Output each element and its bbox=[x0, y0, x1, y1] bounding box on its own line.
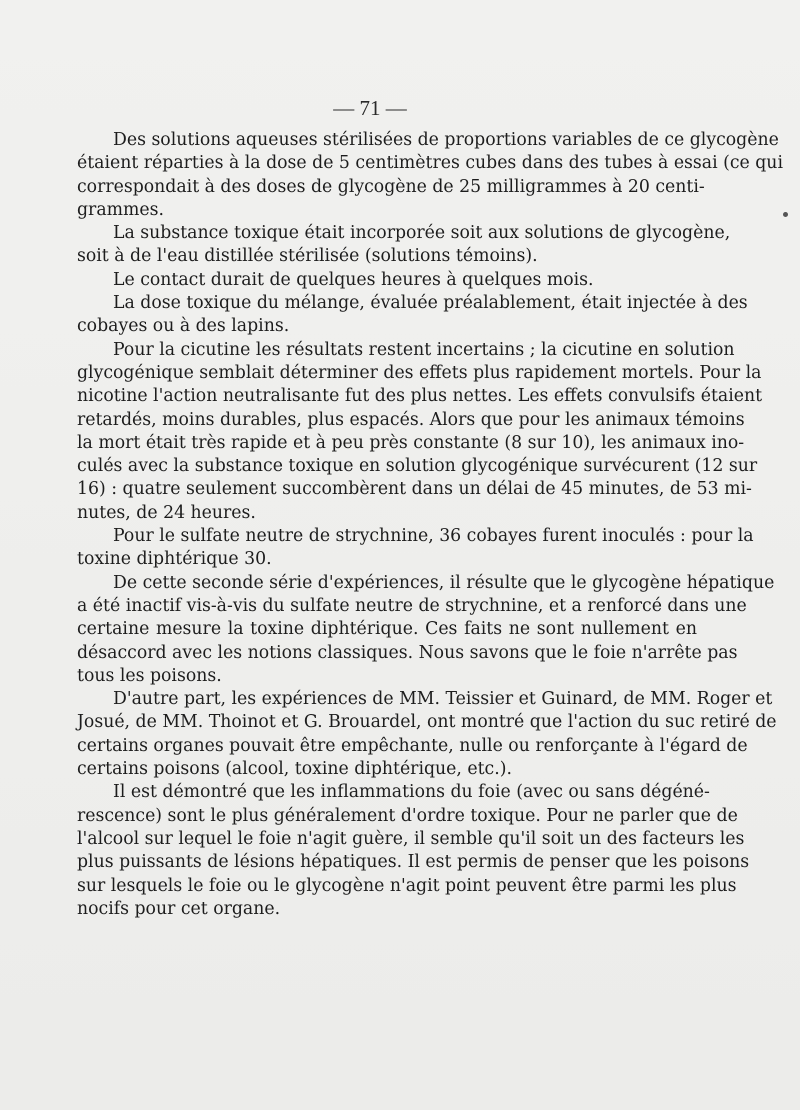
paragraph-8 bbox=[77, 688, 777, 781]
paragraph-9 bbox=[77, 781, 750, 921]
text-line: correspondait à des doses de glycogène de 25 milligrammes à 20 centi- bbox=[77, 176, 705, 197]
text-line: rescence) sont le plus généralement d'ordre toxique. Pour ne parler que de bbox=[77, 805, 738, 826]
text-line: toxine diphtérique 30. bbox=[77, 549, 272, 570]
text-line: désaccord avec les notions classiques. Nous savons que le foie n'arrête pas bbox=[77, 642, 738, 663]
text-line: La dose toxique du mélange, évaluée préalablement, était injectée à des bbox=[113, 293, 748, 314]
text-line: certains poisons (alcool, toxine diphtérique, etc.). bbox=[77, 759, 512, 780]
text-line: Pour la cicutine les résultats restent incertains ; la cicutine en solution bbox=[113, 339, 735, 360]
text-line: Le contact durait de quelques heures à quelques mois. bbox=[113, 269, 594, 290]
text-line: glycogénique semblait déterminer des effets plus rapidement mortels. Pour la bbox=[77, 362, 762, 383]
ink-speck bbox=[783, 212, 788, 217]
text-line: 16) : quatre seulement succombèrent dans un délai de 45 minutes, de 53 mi- bbox=[77, 479, 752, 500]
text-line: a été inactif vis-à-vis du sulfate neutre de strychnine, et a renforcé dans une bbox=[77, 595, 747, 616]
paragraph-2 bbox=[77, 222, 731, 269]
text-line: De cette seconde série d'expériences, il résulte que le glycogène hépatique bbox=[113, 572, 775, 593]
text-line: sur lesquels le foie ou le glycogène n'agit point peuvent être parmi les plus bbox=[77, 875, 737, 896]
paragraph-5 bbox=[77, 339, 763, 525]
text-line: l'alcool sur lequel le foie n'agit guère, il semble qu'il soit un des facteurs les bbox=[77, 828, 745, 849]
text-line: D'autre part, les expériences de MM. Teissier et Guinard, de MM. Roger et bbox=[113, 689, 773, 710]
paragraph-4 bbox=[77, 292, 748, 339]
text-line: Pour le sulfate neutre de strychnine, 36 cobayes furent inoculés : pour la bbox=[113, 526, 754, 547]
text-line: Il est démontré que les inflammations du foie (avec ou sans dégéné- bbox=[113, 782, 710, 803]
text-line: la mort était très rapide et à peu près constante (8 sur 10), les animaux ino- bbox=[77, 432, 745, 453]
text-line: nicotine l'action neutralisante fut des plus nettes. Les effets convulsifs étaient bbox=[77, 386, 763, 407]
text-line: tous les poisons. bbox=[77, 665, 222, 686]
paragraph-7 bbox=[77, 572, 775, 688]
text-line: nocifs pour cet organe. bbox=[77, 898, 281, 919]
text-line: Des solutions aqueuses stérilisées de proportions variables de ce glycogène bbox=[113, 130, 779, 150]
text-line: retardés, moins durables, plus espacés. Alors que pour les animaux témoins bbox=[77, 409, 745, 430]
text-line: cobayes ou à des lapins. bbox=[77, 316, 290, 337]
paragraph-6 bbox=[77, 525, 754, 572]
paragraph-3 bbox=[77, 269, 697, 292]
body-text bbox=[77, 129, 783, 921]
text-line: culés avec la substance toxique en solution glycogénique survécurent (12 sur bbox=[77, 456, 758, 477]
text-line: plus puissants de lésions hépatiques. Il est permis de penser que les poisons bbox=[77, 852, 750, 873]
text-line: La substance toxique était incorporée soit aux solutions de glycogène, bbox=[113, 223, 731, 244]
page-number: — 71 — bbox=[333, 96, 407, 120]
text-line: certains organes pouvait être empêchante, nulle ou renforçante à l'égard de bbox=[77, 735, 748, 756]
text-line: soit à de l'eau distillée stérilisée (solutions témoins). bbox=[77, 246, 538, 267]
paragraph-1 bbox=[77, 129, 783, 222]
text-line: certaine mesure la toxine diphtérique. Ces faits ne sont nullement en bbox=[77, 619, 697, 640]
text-line: étaient réparties à la dose de 5 centimètres cubes dans des tubes à essai (ce qui bbox=[77, 153, 783, 174]
text-line: grammes. bbox=[77, 199, 164, 220]
text-line: Josué, de MM. Thoinot et G. Brouardel, ont montré que l'action du suc retiré de bbox=[77, 712, 777, 733]
text-line: nutes, de 24 heures. bbox=[77, 502, 256, 523]
